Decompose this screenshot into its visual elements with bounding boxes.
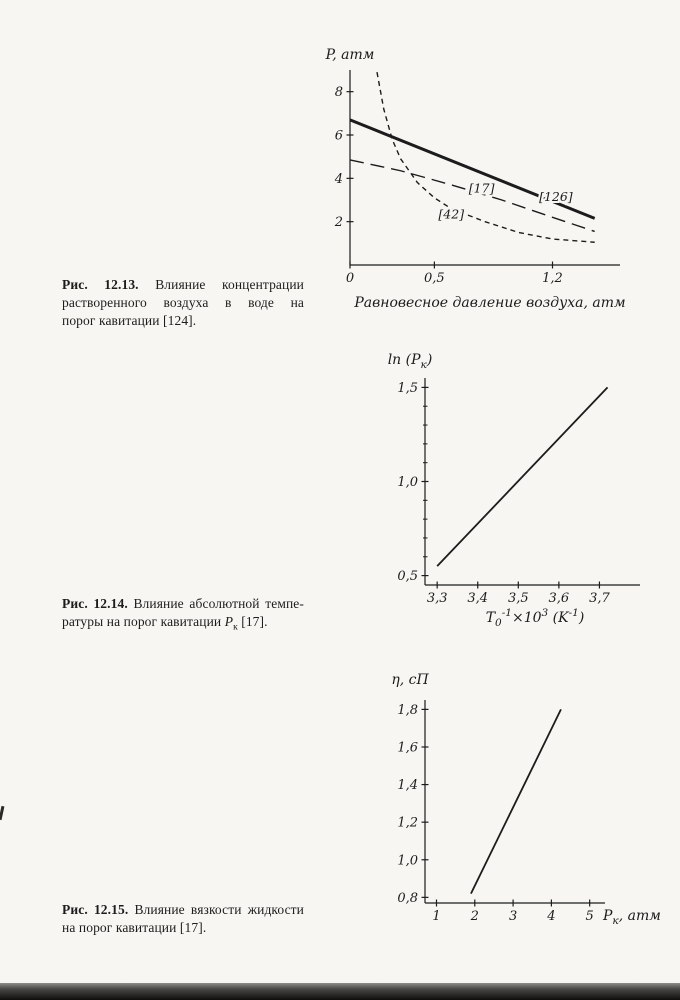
x-tick-label: 3,4 xyxy=(467,591,489,606)
y-tick-label: 8 xyxy=(334,85,343,101)
x-tick-label: 1 xyxy=(432,909,441,924)
chart-0-plot xyxy=(325,47,626,311)
figure-12-14-caption xyxy=(62,595,304,634)
chart-2-plot xyxy=(391,672,661,927)
scan-bottom-band xyxy=(0,983,680,1000)
y-tick-label: 1,6 xyxy=(397,740,418,756)
x-tick-label: 0 xyxy=(345,271,355,286)
y-tick-label: 1,0 xyxy=(397,475,418,490)
x-tick-label: 3,6 xyxy=(548,591,570,606)
figure-12-14-chart xyxy=(370,350,670,635)
caption-line xyxy=(62,901,304,919)
x-tick-label: 0,5 xyxy=(424,271,445,286)
caption-line xyxy=(62,276,304,294)
scan-artifact-left xyxy=(0,806,4,820)
x-tick-label: 2 xyxy=(470,909,479,924)
series-label: [42] xyxy=(438,206,465,222)
variable-p: P xyxy=(224,614,234,630)
x-axis-title: Равновесное давление воздуха, атм xyxy=(354,295,626,311)
figure-12-15-caption xyxy=(62,901,304,937)
y-axis-title: $\ln (P_к)$ xyxy=(387,352,433,371)
x-tick-label: 1,2 xyxy=(542,271,563,286)
y-tick-label: 1,5 xyxy=(397,380,418,396)
series-label: [126] xyxy=(539,189,573,205)
chart-1-plot xyxy=(388,352,640,629)
caption-line: растворенного воздуха в воде на xyxy=(62,295,304,311)
caption-text: [17]. xyxy=(237,614,268,630)
x-tick-label: 5 xyxy=(585,909,594,924)
y-axis-title: η, сП xyxy=(391,672,429,688)
caption-line: на порог кавитации [17]. xyxy=(62,920,207,936)
x-axis-title: $T_0^{-1}\times 10^3$ $(K^{-1})$ xyxy=(485,607,585,629)
y-axis-title: P, атм xyxy=(325,47,375,63)
x-tick-label: 3 xyxy=(508,909,518,924)
y-tick-label: 1,2 xyxy=(397,815,418,831)
y-tick-label: 1,4 xyxy=(397,778,418,794)
x-tick-label: 3,3 xyxy=(426,591,448,606)
caption-line: порог кавитации [124]. xyxy=(62,313,197,329)
figure-12-13-chart xyxy=(325,45,630,315)
figure-12-13-caption xyxy=(62,276,304,330)
caption-text: ратуры на порог кавитации xyxy=(62,614,225,630)
figure-number: Рис. 12.14. xyxy=(62,596,128,611)
caption-text: Влияние концентрации xyxy=(138,277,304,292)
y-tick-label: 4 xyxy=(334,171,343,187)
caption-line xyxy=(62,595,304,613)
series-line xyxy=(377,72,595,242)
series-line xyxy=(471,709,561,893)
figure-number: Рис. 12.13. xyxy=(62,277,139,292)
caption-line xyxy=(62,613,304,634)
caption-text: Влияние вязкости жидкости xyxy=(128,902,304,917)
y-tick-label: 0,5 xyxy=(397,569,418,585)
series-line xyxy=(437,387,607,566)
series-label: [17] xyxy=(468,180,495,196)
y-tick-label: 2 xyxy=(334,215,343,231)
figure-number: Рис. 12.15. xyxy=(62,902,129,917)
figure-12-15-chart xyxy=(370,668,670,958)
y-tick-label: 6 xyxy=(334,128,343,144)
caption-text: Влияние абсолютной темпе- xyxy=(127,596,304,611)
x-tick-label: 4 xyxy=(547,909,556,924)
y-tick-label: 0,8 xyxy=(397,890,418,906)
variable-sub: к xyxy=(233,622,238,633)
x-tick-label: 3,5 xyxy=(507,591,529,606)
x-axis-title: $P_к$, атм xyxy=(603,908,661,927)
x-tick-label: 3,7 xyxy=(589,591,610,606)
y-tick-label: 1,8 xyxy=(397,702,418,718)
y-tick-label: 1,0 xyxy=(397,853,418,869)
